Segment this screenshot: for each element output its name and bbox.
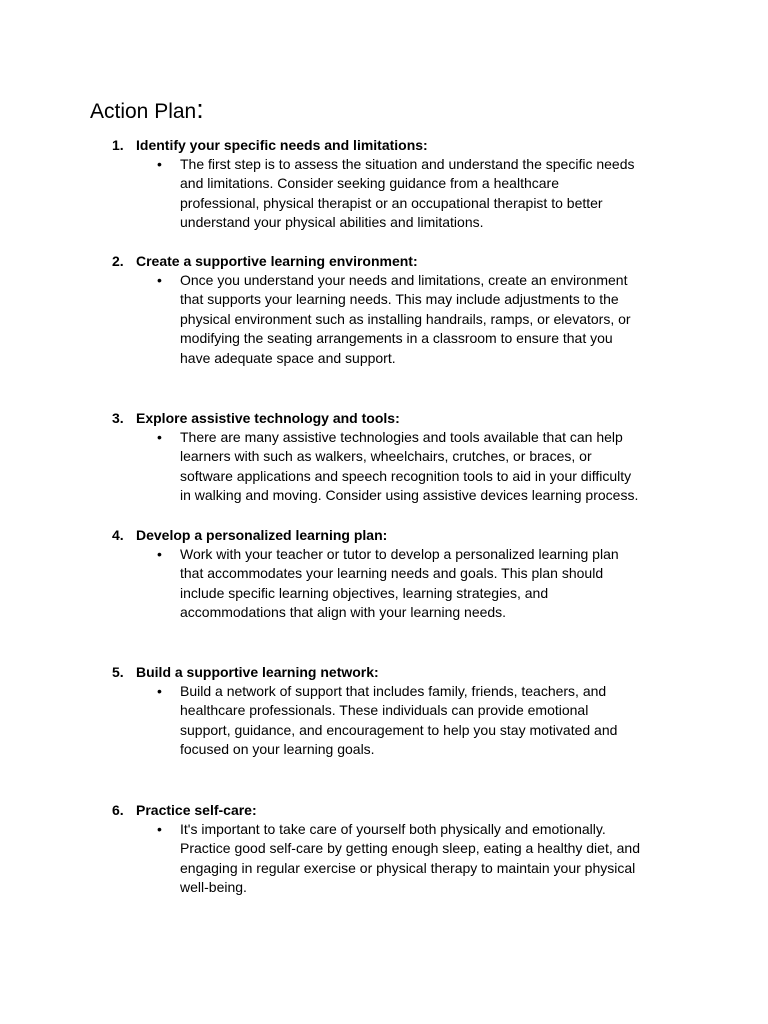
description-line: Build a network of support that includes family, friends, teachers, and [180,682,607,699]
description-line: well-being. [180,879,247,895]
description-line: healthcare professionals. These individuals can provide emotional [180,702,589,718]
step-number: 4. [112,527,124,543]
step-heading [112,525,387,545]
step-number: 1. [112,137,124,153]
page-title-text: Action Plan [90,100,197,123]
description-line: understand your physical abilities and limitations. [180,214,484,230]
description-line: learners with such as walkers, wheelchairs, crutches, or braces, or [180,448,592,464]
step-number: 2. [112,253,124,269]
step-description [180,682,680,760]
bullet-icon: • [157,156,162,172]
description-line: support, guidance, and encouragement to help you stay motivated and [180,721,618,738]
step-description [180,271,680,369]
step-description [180,155,680,233]
step-description [180,545,680,623]
step-heading-text: Build a supportive learning network: [136,664,379,680]
page-title-colon: : [196,94,204,124]
description-line: There are many assistive technologies and tools available that can help [180,428,623,445]
description-line: Work with your teacher or tutor to develop a personalized learning plan [180,545,619,562]
step-heading [112,408,400,428]
bullet-icon: • [157,429,162,445]
description-line: accommodations that align with your learning needs. [180,604,507,620]
description-line: that accommodates your learning needs and goals. This plan should [180,565,604,581]
description-line: software applications and speech recognition tools to aid in your difficulty [180,467,632,484]
step-heading [112,662,379,682]
page-title [90,94,204,127]
step-heading-text: Explore assistive technology and tools: [136,410,400,426]
step-heading-text: Create a supportive learning environment: [136,253,418,269]
description-line: Once you understand your needs and limitations, create an environment [180,271,628,288]
description-line: modifying the seating arrangements in a classroom to ensure that you [180,330,613,346]
description-line: It's important to take care of yourself both physically and emotionally. [180,820,606,837]
bullet-icon: • [157,546,162,562]
step-heading-text: Practice self-care: [136,802,257,818]
step-number: 3. [112,410,124,426]
description-line: The first step is to assess the situation and understand the specific needs [180,155,635,172]
step-heading [112,251,418,271]
description-line: include specific learning objectives, learning strategies, and [180,584,549,601]
step-heading [112,800,257,820]
description-line: and limitations. Consider seeking guidance from a healthcare [180,175,559,191]
bullet-icon: • [157,821,162,837]
description-line: physical environment such as installing handrails, ramps, or elevators, or [180,310,631,327]
bullet-icon: • [157,683,162,699]
step-heading [112,135,428,155]
step-description [180,428,680,506]
description-line: have adequate space and support. [180,349,396,366]
description-line: focused on your learning goals. [180,741,375,757]
step-number: 6. [112,802,124,818]
step-description [180,820,680,898]
step-heading-text: Identify your specific needs and limitations: [136,137,428,153]
description-line: in walking and moving. Consider using assistive devices learning process. [180,487,639,503]
step-heading-text: Develop a personalized learning plan: [136,527,388,543]
description-line: Practice good self-care by getting enough sleep, eating a healthy diet, and [180,840,640,856]
bullet-icon: • [157,272,162,288]
description-line: that supports your learning needs. This may include adjustments to the [180,291,619,307]
description-line: professional, physical therapist or an occupational therapist to better [180,194,603,211]
description-line: engaging in regular exercise or physical therapy to maintain your physical [180,859,636,876]
step-number: 5. [112,664,124,680]
